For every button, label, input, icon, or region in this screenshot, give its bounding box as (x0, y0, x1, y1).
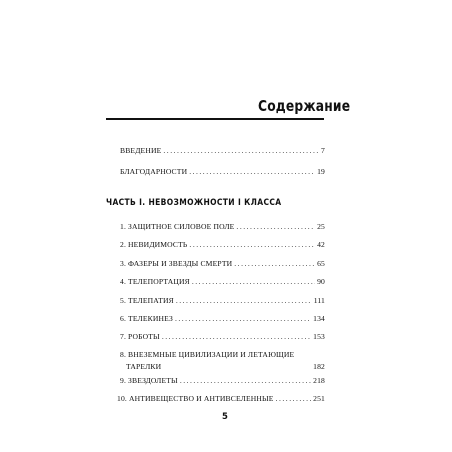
toc-entry-label-line2: ТАРЕЛКИ (126, 362, 162, 371)
toc-entry-label: 7. РОБОТЫ (120, 332, 160, 341)
toc-entry-chapter-1 (120, 222, 325, 234)
toc-entry-chapter-2 (120, 240, 325, 252)
leader-dots (276, 394, 312, 403)
leader-dots (180, 376, 311, 385)
page-number: 5 (222, 412, 228, 422)
toc-entry-page: 134 (313, 314, 325, 323)
toc-entry-acknowledgements (120, 167, 325, 179)
toc-entry-chapter-4 (120, 277, 325, 289)
toc-entry-page: 42 (317, 240, 325, 249)
toc-entry-page: 153 (313, 332, 325, 341)
toc-entry-label: 5. ТЕЛЕПАТИЯ (120, 296, 174, 305)
toc-entry-chapter-3 (120, 259, 325, 271)
toc-entry-label: 1. ЗАЩИТНОЕ СИЛОВОЕ ПОЛЕ (120, 222, 235, 231)
toc-entry-chapter-8 (120, 349, 325, 373)
leader-dots (175, 314, 311, 323)
toc-entry-label: 9. ЗВЕЗДОЛЕТЫ (120, 376, 178, 385)
leader-dots (189, 167, 315, 176)
toc-entry-label: 4. ТЕЛЕПОРТАЦИЯ (120, 277, 190, 286)
toc-entry-label: 3. ФАЗЕРЫ И ЗВЕЗДЫ СМЕРТИ (120, 259, 233, 268)
leader-dots (234, 259, 315, 268)
toc-entry-page: 111 (313, 296, 325, 305)
toc-entry-label: 2. НЕВИДИМОСТЬ (120, 240, 188, 249)
leader-dots (236, 222, 315, 231)
toc-entry-label: 10. АНТИВЕЩЕСТВО И АНТИВСЕЛЕННЫЕ (117, 394, 274, 403)
toc-entry-label: 6. ТЕЛЕКИНЕЗ (120, 314, 173, 323)
leader-dots (192, 277, 315, 286)
leader-dots (189, 240, 315, 249)
page-title: Содержание (258, 97, 351, 115)
toc-entry-page: 25 (317, 222, 325, 231)
toc-entry-page: 90 (317, 277, 325, 286)
toc-entry-page: 182 (313, 362, 325, 371)
toc-entry-page: 218 (313, 376, 325, 385)
toc-entry-introduction (120, 146, 325, 158)
toc-entry-page: 65 (317, 259, 325, 268)
toc-entry-label: ВВЕДЕНИЕ (120, 146, 162, 155)
toc-entry-label: БЛАГОДАРНОСТИ (120, 167, 188, 176)
toc-entry-page: 7 (321, 146, 325, 155)
toc-entry-page: 251 (313, 394, 325, 403)
toc-entry-chapter-5 (120, 296, 325, 308)
toc-entry-chapter-7 (120, 332, 325, 344)
toc-entry-chapter-10 (117, 394, 325, 406)
toc-entry-page: 19 (317, 167, 325, 176)
toc-entry-chapter-6 (120, 314, 325, 326)
leader-dots (162, 332, 311, 341)
title-rule (106, 118, 324, 120)
toc-entry-chapter-9 (120, 376, 325, 388)
part-heading: ЧАСТЬ I. НЕВОЗМОЖНОСТИ I КЛАССА (106, 197, 282, 207)
toc-entry-second-line (120, 361, 325, 373)
toc-entry-label-line1: 8. ВНЕЗЕМНЫЕ ЦИВИЛИЗАЦИИ И ЛЕТАЮЩИЕ (120, 350, 295, 359)
leader-dots (176, 296, 312, 305)
leader-dots (163, 146, 319, 155)
